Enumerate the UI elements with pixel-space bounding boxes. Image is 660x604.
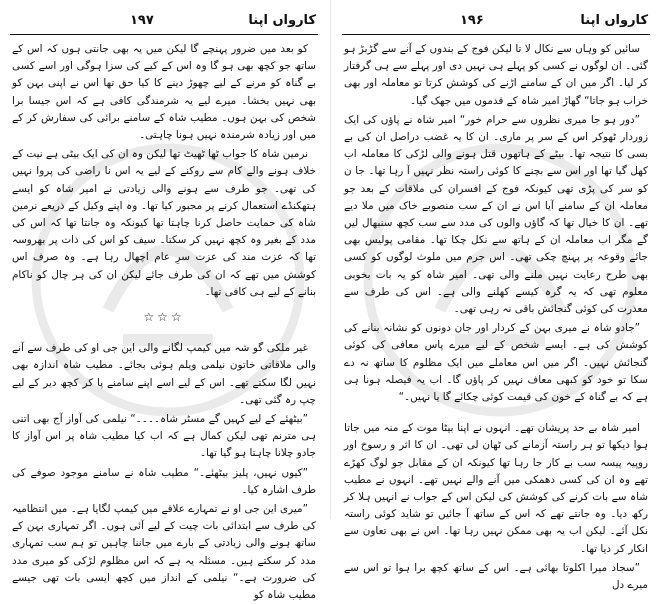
section-separator: ☆☆☆ <box>143 310 185 325</box>
left-page-body <box>8 41 320 604</box>
right-page-body <box>340 41 652 594</box>
paragraph: ”میری این جی او نے تمہارے علاقے میں کیمپ لگایا ہے۔ میں انتظامیہ کی طرف سے ابتدائی بات چیت کے لیے آئی ہوں۔ اگر تمہاری بہن کے ساتھ ہونے والی زیادتی کے بارے میں جاننا چاہیں تو ہم سب تمہاری مدد کر سکتے ہیں۔ مسئلہ یہ ہے کہ اس مظلوم لڑکی کو میری مدد کی ضرورت ہے۔“ نیلمی کے انداز میں کچھ ایسی بات تھی جیسے مطیب شاہ کو <box>12 503 316 602</box>
running-title: کارواں اپنا <box>580 13 648 28</box>
page-number: ۱۹۷ <box>130 13 154 28</box>
paragraph: غیر ملکی گو شہ میں کیمپ لگانے والی این جی او کی طرف سے آنے والی ملاقاتی خاتون نیلمی ویلم ہوئی بجائے۔ مطیب شاہ اندازہ بھی نہیں لگا سکتے تھے۔ اس کے لیے اسے اپنے سامنے پا کر کچھ دیر کے لیے چپ رہ گئی تھی۔ <box>12 342 316 406</box>
paragraph: کو بعد میں ضرور پہنچے گا لیکن میں یہ بھی جانتی ہوں کہ اس کے ساتھ جو کچھ بھی ہو گا وہ اس کے کیے کی سزا ہوگی اور اسے کسی بے گناہ کو مرنے کے لیے چھوڑ دینے کا کیا حق تھا اس نے اپنی بہن کو بھی نہیں بخشا۔ میرے لیے یہ شرمندگی کافی ہے کہ اس جیسا برا شخص کی بہن ہوں۔ مطیب شاہ کے سامنے برائی کی سفارش کر کے میں اور زیادہ شرمندہ نہیں ہونا چاہتی۔ <box>12 43 316 142</box>
paragraph: نرمین شاہ کا جواب ٹھا ٹھیٹ تھا لیکن وہ ان کی ایک بیٹی ہے نیت کے خلاف ہونے والے کام سے روکنے کے لیے یہ اس نا راضی کی پروا نہیں کی تھی۔ جو طرف سے ہونے والی زیادتی نے امیر شاہ کو ایسے ہتھکنڈے استعمال کرنے پر مجبور کیا تھا۔ وہ اپنے وکیل کے ذریعے نرمین شاہ کی حمایت حاصل کرنا چاہتا تھا کیونکہ وہ جانتا تھا کہ اس کی مدد کے بغیر وہ کچھ نہیں کر سکتا۔ سیف کو اس کی ذات پر بھروسہ تھا کہ عزت مند کی عزت سرِ عام اچھال رہا ہے۔ وہ صرف اس کوشش میں تھے کہ ان کی طرف جائے لیکن ان کی ہر چال کو ناکام بنانے کے لیے ہی کافی تھا۔ <box>12 148 316 298</box>
running-title: کارواں اپنا <box>248 13 316 28</box>
left-page <box>8 10 320 602</box>
right-page <box>340 10 652 592</box>
paragraph: ”کیوں نہیں، پلیز بیٹھئے۔“ مطیب شاہ نے سامنے موجود صوفے کی طرف اشارہ کیا۔ <box>12 466 316 496</box>
right-page-header <box>342 10 650 35</box>
paragraph: ”بیٹھئے کے لیے کہیں گے مسٹر شاہ۔۔۔۔“ نیلمی کی آواز آج بھی اتنی ہی مترنم تھی لیکن کمال ہے کہ اب کیا مطیب شاہ پر اس آواز کا جادو چلانا چاہتا ہو گیا تھا۔ <box>12 413 316 460</box>
page-gutter <box>330 0 331 519</box>
paragraph: سائیں کو وہاں سے نکال لا تا لیکن فوج کے بندوں کے آنے سے گڑبڑ ہو گئی۔ ان لوگوں نے کسی کو پہلے ہی نہیں دی اور پہلے سے ہی گرفتار کر لیا۔ اگر میں ان کے سامنے اڑنے کی کوشش کرتا تو معاملہ اور بھی خراب ہو جاتا“ گھاڑ امیر شاہ کے قدموں میں جھک گیا۔ <box>344 43 648 107</box>
paragraph: ”جادو شاہ نے میری بہن کے کردار اور جان دونوں کو نشانہ بنانے کی کوشش کی ہے۔ ایسے شخص کے لیے میرے پاس معافی کی کوئی گنجائش نہیں۔ اگر میں اس معاملے میں ایک مظلوم کا ساتھ نہ دے سکا تو خود کو کبھی معاف نہیں کر پاؤں گا۔ اب یہ فیصلہ ہونا ہی ہے کہ بے گناہ کے خون کی قیمت کوئی چکائے گا یا نہیں۔“ <box>344 322 648 404</box>
paragraph: امیر شاہ بے حد پریشان تھے۔ انہوں نے اپنا بیٹا موت کے منہ میں جاتا ہوا دیکھا تو ہر راستہ آزمانے کی ٹھان لی تھی۔ ان کا اثر و رسوخ اور روپیہ پیسہ سب بے کار جا رہا تھا کیونکہ ان کے مقابل جو لوگ کھڑے تھے وہ ان کی کسی دھمکی میں آنے والے نہیں تھے۔ انہوں نے مطیب شاہ سے بات کرنے کی کوشش کی لیکن اس کے جواب نے انہیں ہلا کر رکھ دیا۔ وہ جانتے تھے کہ اس کے ساتھ آ جائیں تو شاید کوئی راستہ نکل آئے۔ لیکن اب یہ بھی ممکن نہیں رہا تھا۔ اس نے بھی تعاون سے انکار کر دیا تھا۔ <box>344 422 648 555</box>
paragraph: ”دور ہو جا میری نظروں سے حرام خور“ امیر شاہ نے پاؤں کی ایک زوردار ٹھوکر اس کے سر پر ماری۔ ان کا یہ غضب دراصل ان کی بے بسی کا نتیجہ تھا۔ بیٹے کے ہاتھوں قتل ہونے والی لڑکی کا معاملہ اب کھل گیا تھا اور اس سے بچنے کا کوئی راستہ نظر نہیں آ رہا تھا۔ جا ن کو سر کی پڑی تھی کیونکہ فوج کے افسران کی ملاقات کے بعد جو معاملہ ان کے سامنے آیا اس نے ان کے سب منصوبے خاک میں ملا دیے تھے۔ ان کا خیال تھا کہ گاؤں والوں کی مدد سے سب کچھ سنبھال لیں گے مگر اب معاملہ ان کے ہاتھ سے نکل چکا تھا۔ مقامی پولیس بھی جائے وقوعہ پر پہنچ چکی تھی۔ اس جرم میں ملوث لوگوں کو کسی بھی طرح رعایت نہیں ملنے والی تھی۔ امیر شاہ کو یہ بات بخوبی معلوم تھی کہ یہ گرہ کیسے کھلنے والی ہے۔ اس کی طرف سے معذرت کی کوئی گنجائش باقی نہ رہی تھی۔ <box>344 113 648 316</box>
paragraph: ”سجاد میرا اکلوتا بھائی ہے۔ اس کے ساتھ کچھ برا ہوا تو اس سے میرے دل <box>344 561 648 592</box>
left-page-header <box>10 10 318 35</box>
page-number: ۱۹۶ <box>460 13 484 28</box>
